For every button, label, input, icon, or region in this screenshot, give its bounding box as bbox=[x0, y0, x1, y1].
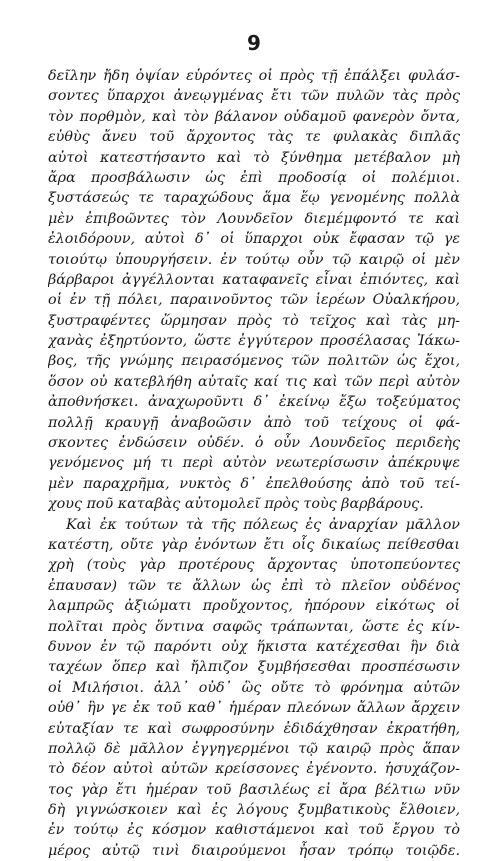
text-line: χανὰς ἐξηρτύοντο, ὥστε ἐγγύτερον προσέλασας Ἰάκω- bbox=[48, 333, 460, 350]
text-line: ξυστάσεώς τε ταραχώδους ἅμα ἕῳ γενομένης πολλὰ bbox=[48, 190, 460, 207]
text-line: μέρος αὐτῷ τινὶ διαιρούμενοι ἦσαν τρόπῳ τοιῷδε. bbox=[48, 842, 460, 859]
text-line: δὴ γιγνώσκοιεν καὶ ἐς λόγους ξυμβατικοὺς ἔλθοιεν, bbox=[48, 802, 460, 819]
text-line: βάρβαροι ἀγγέλλονται καταφανεῖς εἶναι ἐπιόντες, καὶ bbox=[48, 271, 460, 288]
text-line: δυνον ἐν τῷ παρόντι οὐχ ἥκιστα κατέχεσθαι ἣν διὰ bbox=[48, 638, 460, 655]
text-line: αὐτοὶ κατεστήσαντο καὶ τὸ ξύνθημα μετέβαλον μὴ bbox=[48, 149, 460, 166]
text-line: χρὴ (τοὺς γὰρ προτέρους ἄρχοντας ὑποτοπεύοντες bbox=[48, 557, 460, 574]
text-line: ξυστραφέντες ὥρμησαν πρὸς τὸ τεῖχος καὶ τὰς μη- bbox=[48, 312, 460, 329]
text-line: εὐταξίαν τε καὶ σωφροσύνην ἐδιδάχθησαν ἐκρατήθη, bbox=[48, 720, 460, 737]
text-line: ἐλοιδόρουν, αὐτοὶ δ᾽ οἱ ὕπαρχοι οὐκ ἔφασαν τῷ γε bbox=[48, 231, 460, 248]
text-line: ἄρα προσβάλωσιν ὡς ἐπὶ προδοσίᾳ οἱ πολέμιοι. bbox=[48, 169, 460, 186]
text-line: δεῖλην ἤδη ὀψίαν εὑρόντες οἱ πρὸς τῇ ἐπάλξει φυλάσ- bbox=[48, 68, 460, 84]
text-line: σκοντες ἐνδώσειν οὐδέν. ὁ οὖν Λουνδεῖος περιδεὴς bbox=[48, 435, 460, 452]
text-line: τὸ δέον αὐτοὶ αὑτῶν κρείσσονες ἐγένοντο. ἡσυχάζον- bbox=[48, 761, 460, 778]
text-line: τος γὰρ ἔτι ἡμέραν τοῦ βασιλέως εἰ ἄρα βέλτιω νῦν bbox=[48, 781, 460, 798]
text-line: μὲν ἐπιβοῶντες τὸν Λουνδεῖον διεμέμφοντό τε καὶ bbox=[48, 210, 460, 227]
text-line: οἱ Μιλήσιοι. ἀλλ᾽ οὐδ᾽ ὣς οὔτε τὸ φρόνημα αὐτῶν bbox=[48, 679, 460, 696]
text-line: βος, τῆς γνώμης πειρασόμενος τῶν πολιτῶν ὡς ἔχοι, bbox=[48, 353, 460, 370]
text-line: πολλῷ δὲ μᾶλλον ἐγγηγερμένοι τῷ καιρῷ πρὸς ἅπαν bbox=[48, 740, 460, 757]
text-line: μὲν παραχρῆμα, νυκτὸς δ᾽ ἐπελθούσης ἀπὸ τοῦ τεί- bbox=[48, 475, 460, 492]
text-line: πολλῇ κραυγῇ ἀναβοῶσιν ἀπὸ τοῦ τείχους οἱ φά- bbox=[48, 414, 460, 431]
body-text bbox=[48, 66, 460, 861]
text-line: κατέστη, οὔτε γὰρ ἐνόντων ἔτι οἷς δικαίως πείθεσθαι bbox=[48, 536, 460, 553]
text-line: τοιούτῳ ὑπουργήσειν. ἐν τούτῳ οὖν τῷ καιρῷ οἱ μὲν bbox=[48, 251, 460, 268]
text-line: ἐν τούτῳ ἐς κόσμον καθιστάμενοι καὶ τοῦ ἔργου τὸ bbox=[48, 822, 460, 839]
text-line: ταχέων ὅπερ καὶ ἤλπιζον ξυμβήσεσθαι προσπέσωσιν bbox=[48, 659, 460, 676]
text-line: οὐθ᾽ ἣν γε ἐκ τοῦ καθ᾽ ἡμέραν πλεόνων ἄλλων ἄρχειν bbox=[48, 700, 460, 717]
text-line: εὐθὺς ἄνευ τοῦ ἄρχοντος τὰς τε φυλακὰς διπλᾶς bbox=[48, 129, 460, 146]
text-line: Καὶ ἐκ τούτων τὰ τῆς πόλεως ἐς ἀναρχίαν μᾶλλον bbox=[66, 516, 460, 533]
text-line: ὅσον οὐ κατεβλήθη αὐταῖς καί τις καὶ τῶν περὶ αὐτὸν bbox=[48, 373, 460, 390]
text-line: τὸν πορθμὸν, καὶ τὸν βάλανον οὐδαμοῦ φανερὸν ὄντα, bbox=[48, 108, 460, 125]
text-line: λαμπρῶς ἀξιώματι προὔχοντος, ἠπόρουν εἰκότως οἱ bbox=[48, 598, 460, 615]
text-line: πολῖται πρὸς ὅντινα σαφῶς τράπωνται, ὥστε ἐς κίν- bbox=[48, 618, 460, 635]
text-line: ἐπαυσαν) τῶν τε ἄλλων ὡς ἐπὶ τὸ πλεῖον οὐδένος bbox=[48, 577, 460, 594]
text-line: σοντες ὕπαρχοι ἀνεῳγμένας ἔτι τῶν πυλῶν τὰς πρὸς bbox=[48, 88, 460, 105]
text-line: χους ποῦ καταβὰς αὐτομολεῖ πρὸς τοὺς βαρβάρους. bbox=[48, 496, 424, 513]
text-line: ἀποθνήσκει. ἀναχωροῦντι δ᾽ ἐκείνῳ ἔξω τοξεύματος bbox=[48, 394, 460, 411]
text-line: οἱ ἐν τῇ πόλει, παραινοῦντος τῶν ἱερέων Οὐαλκήρου, bbox=[48, 292, 460, 309]
page-number: 9 bbox=[247, 31, 261, 55]
text-line: γενόμενος μή τι περὶ αὐτὸν νεωτερίσωσιν ἀπέκρυψε bbox=[48, 455, 460, 472]
